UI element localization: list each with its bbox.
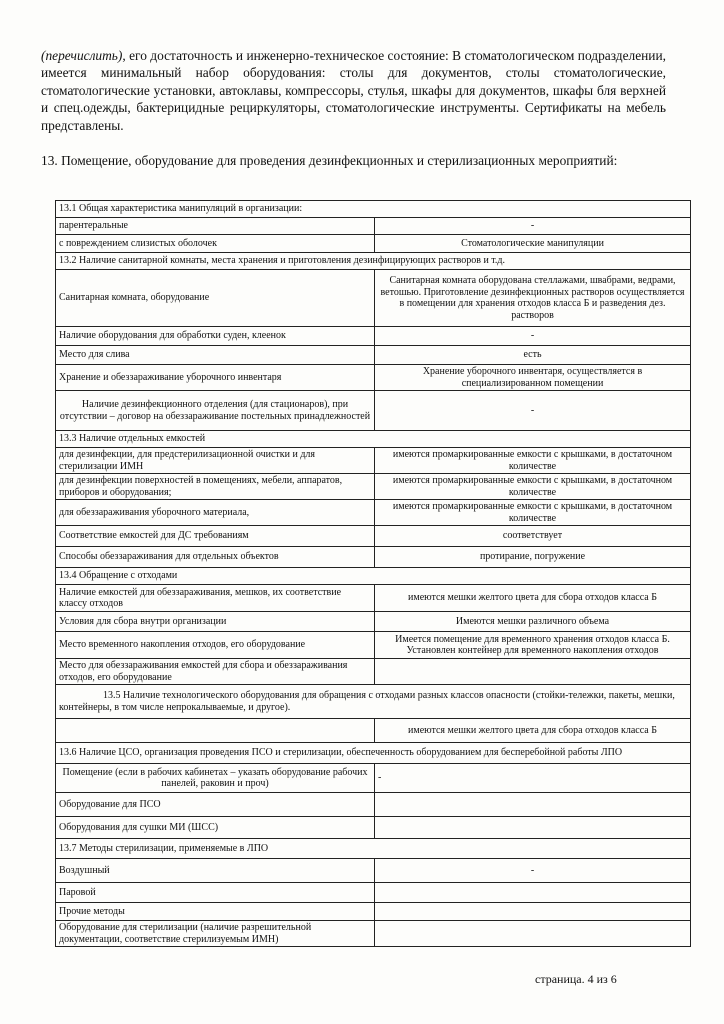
section-13-1: 13.1 Общая характеристика манипуляций в организации: [56, 201, 691, 218]
table-row [56, 659, 691, 685]
section-13-4: 13.4 Обращение с отходами [56, 568, 691, 585]
row-label: Воздушный [56, 859, 375, 883]
table-row [56, 346, 691, 365]
row-value: - [375, 218, 691, 235]
table-row [56, 632, 691, 659]
row-value [375, 903, 691, 921]
row-value [375, 817, 691, 839]
section-13-3: 13.3 Наличие отдельных емкостей [56, 431, 691, 448]
table-section-row [56, 743, 691, 764]
row-label: для обеззараживания уборочного материала, [56, 500, 375, 526]
table-row [56, 793, 691, 817]
row-label: Наличие оборудования для обработки суден, клеенок [56, 327, 375, 346]
table-row [56, 719, 691, 743]
table-row [56, 764, 691, 793]
page-number: страница. 4 из 6 [535, 972, 617, 986]
row-label: Паровой [56, 883, 375, 903]
row-label [56, 719, 375, 743]
row-value: имеются мешки желтого цвета для сбора отходов класса Б [375, 719, 691, 743]
table-row [56, 585, 691, 612]
table-section-row [56, 253, 691, 270]
row-value [375, 659, 691, 685]
table-row [56, 921, 691, 947]
row-label: Способы обеззараживания для отдельных объектов [56, 547, 375, 568]
row-value: протирание, погружение [375, 547, 691, 568]
row-value: Санитарная комната оборудована стеллажами, швабрами, ведрами, ветошью. Приготовление дезинфекционных растворов осуществляется в помещении для хранения отходов класса Б и разведения дез. растворов [375, 270, 691, 327]
section-13-5: 13.5 Наличие технологического оборудования для обращения с отходами разных классов опасности (стойки-тележки, пакеты, мешки, контейнеры, в том числе непрокалываемые, и другое). [56, 685, 691, 719]
row-label: для дезинфекции поверхностей в помещениях, мебели, аппаратов, приборов и оборудования; [56, 474, 375, 500]
table-section-row [56, 431, 691, 448]
row-label: для дезинфекции, для предстерилизационной очистки и для стерилизации ИМН [56, 448, 375, 474]
row-value [375, 921, 691, 947]
row-label: с повреждением слизистых оболочек [56, 235, 375, 253]
section-13-7: 13.7 Методы стерилизации, применяемые в ЛПО [56, 839, 691, 859]
row-label: Условия для сбора внутри организации [56, 612, 375, 632]
table-row [56, 365, 691, 391]
row-label: Оборудования для сушки МИ (ШСС) [56, 817, 375, 839]
row-value: имеются мешки желтого цвета для сбора отходов класса Б [375, 585, 691, 612]
row-value: - [375, 859, 691, 883]
row-label: Помещение (если в рабочих кабинетах – указать оборудование рабочих панелей, раковин и проч) [56, 764, 375, 793]
row-label: парентеральные [56, 218, 375, 235]
intro-paragraph [41, 47, 666, 134]
table-row [56, 474, 691, 500]
table-row [56, 327, 691, 346]
row-label: Оборудование для ПСО [56, 793, 375, 817]
section-13-2: 13.2 Наличие санитарной комнаты, места хранения и приготовления дезинфицирующих растворов и т.д. [56, 253, 691, 270]
row-value: - [375, 327, 691, 346]
table-section-row [56, 839, 691, 859]
intro-lead-italic: (перечислить) [41, 48, 123, 63]
table-row [56, 883, 691, 903]
intro-text: , его достаточность и инженерно-техническое состояние: В стоматологическом подразделении, имеется минимальный набор оборудования: столы для документов, столы стоматологические, стоматологические установки, автоклавы, компрессоры, стулья, шкафы для документов, шкафы бля верхней и спец.одежды, бактерицидные рециркуляторы, стоматологические инструменты. Сертификаты на мебель представлены. [41, 48, 666, 133]
section-heading: 13. Помещение, оборудование для проведения дезинфекционных и стерилизационных мероприятий: [41, 153, 618, 168]
row-label: Соответствие емкостей для ДС требованиям [56, 526, 375, 547]
row-label: Санитарная комната, оборудование [56, 270, 375, 327]
row-label: Хранение и обеззараживание уборочного инвентаря [56, 365, 375, 391]
row-value: есть [375, 346, 691, 365]
table-row [56, 903, 691, 921]
table-row [56, 448, 691, 474]
table-row [56, 218, 691, 235]
row-label: Место для обеззараживания емкостей для сбора и обеззараживания отходов, его оборудование [56, 659, 375, 685]
table-row [56, 859, 691, 883]
row-value: имеются промаркированные емкости с крышками, в достаточном количестве [375, 500, 691, 526]
row-value: Стоматологические манипуляции [375, 235, 691, 253]
row-value: имеются промаркированные емкости с крышками, в достаточном количестве [375, 474, 691, 500]
row-label: Наличие дезинфекционного отделения (для стационаров), при отсутствии – договор на обеззараживание постельных принадлежностей [56, 391, 375, 431]
table-section-row [56, 685, 691, 719]
table-row [56, 612, 691, 632]
table-row [56, 547, 691, 568]
row-label: Прочие методы [56, 903, 375, 921]
row-value: - [375, 391, 691, 431]
row-value [375, 793, 691, 817]
table-row [56, 817, 691, 839]
row-value: Имеются мешки различного объема [375, 612, 691, 632]
table-row [56, 500, 691, 526]
table-section-row [56, 568, 691, 585]
row-value: соответствует [375, 526, 691, 547]
table-row [56, 391, 691, 431]
row-label: Место временного накопления отходов, его оборудование [56, 632, 375, 659]
row-label: Оборудование для стерилизации (наличие разрешительной документации, соответствие стерилизуемым ИМН) [56, 921, 375, 947]
row-value: - [375, 764, 691, 793]
table-row [56, 270, 691, 327]
row-label: Место для слива [56, 346, 375, 365]
row-value [375, 883, 691, 903]
row-value: имеются промаркированные емкости с крышками, в достаточном количестве [375, 448, 691, 474]
row-value: Имеется помещение для временного хранения отходов класса Б. Установлен контейнер для временного накопления отходов [375, 632, 691, 659]
table-row [56, 235, 691, 253]
row-label: Наличие емкостей для обеззараживания, мешков, их соответствие классу отходов [56, 585, 375, 612]
table-row [56, 526, 691, 547]
section-13-6: 13.6 Наличие ЦСО, организация проведения ПСО и стерилизации, обеспеченность оборудованием для бесперебойной работы ЛПО [56, 743, 691, 764]
row-value: Хранение уборочного инвентаря, осуществляется в специализированном помещении [375, 365, 691, 391]
table-section-row [56, 201, 691, 218]
disinfection-table [55, 200, 691, 947]
